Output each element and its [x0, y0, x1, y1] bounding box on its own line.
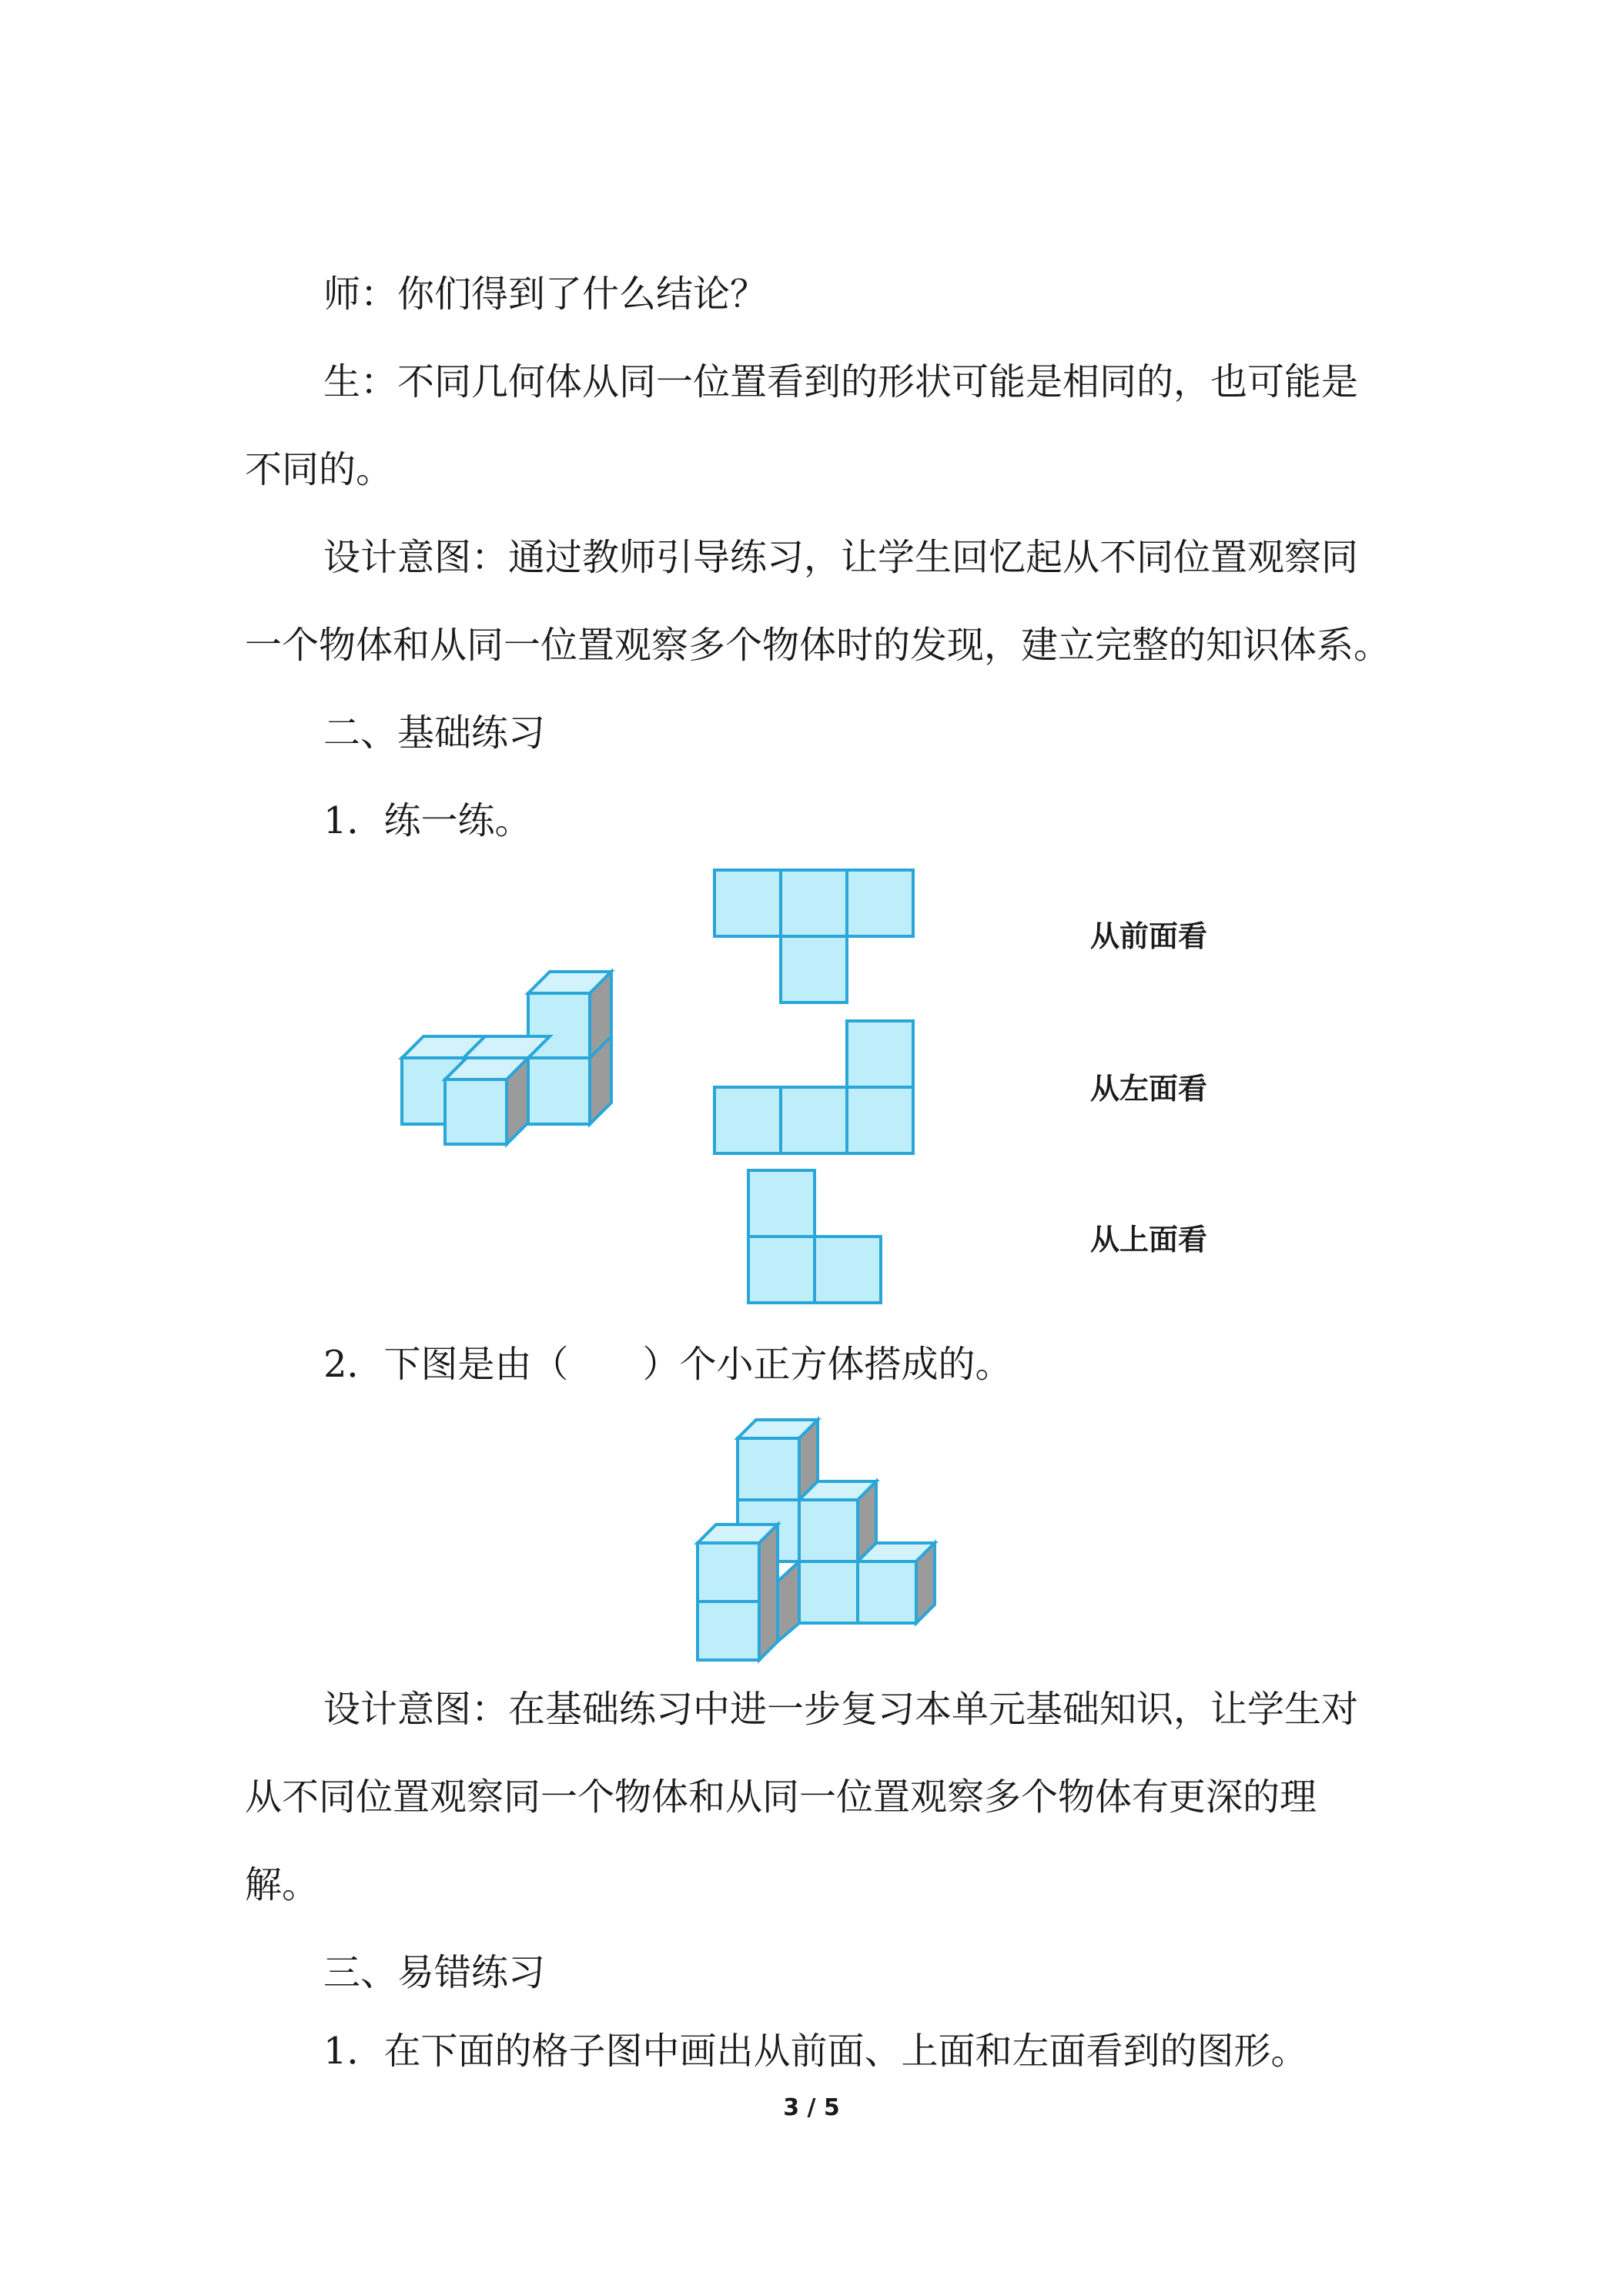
paragraph-student-answer-1: 生：不同几何体从同一位置看到的形状可能是相同的，也可能是 [323, 360, 1359, 403]
paragraph-design-intent-2b: 从不同位置观察同一个物体和从同一位置观察多个物体有更深的理 [245, 1776, 1317, 1819]
paragraph-design-intent-2c: 解。 [245, 1863, 320, 1906]
label-top-view: 从上面看 [1090, 1223, 1208, 1257]
label-left-view: 从左面看 [1090, 1072, 1208, 1106]
paragraph-student-answer-2: 不同的。 [245, 448, 393, 491]
cube-stack-3d [698, 1420, 935, 1660]
section-heading-basic-practice: 二、基础练习 [323, 711, 546, 755]
paragraph-teacher-question: 师：你们得到了什么结论？ [323, 273, 768, 316]
paragraph-design-intent-1b: 一个物体和从同一位置观察多个物体时的发现，建立完整的知识体系。 [245, 624, 1391, 667]
question-2-cube-count: 2．下图是由（ ）个小正方体搭成的。 [323, 1343, 1012, 1386]
label-front-view: 从前面看 [1090, 919, 1208, 953]
paragraph-design-intent-2a: 设计意图：在基础练习中进一步复习本单元基础知识，让学生对 [323, 1688, 1359, 1731]
section-heading-error-prone-practice: 三、易错练习 [323, 1951, 546, 1994]
paragraph-design-intent-1a: 设计意图：通过教师引导练习，让学生回忆起从不同位置观察同 [323, 536, 1359, 579]
page-number: 3 / 5 [783, 2094, 840, 2121]
question-3-draw-views: 1．在下面的格子图中画出从前面、上面和左面看到的图形。 [323, 2030, 1308, 2073]
question-1-practice: 1．练一练。 [323, 799, 532, 842]
